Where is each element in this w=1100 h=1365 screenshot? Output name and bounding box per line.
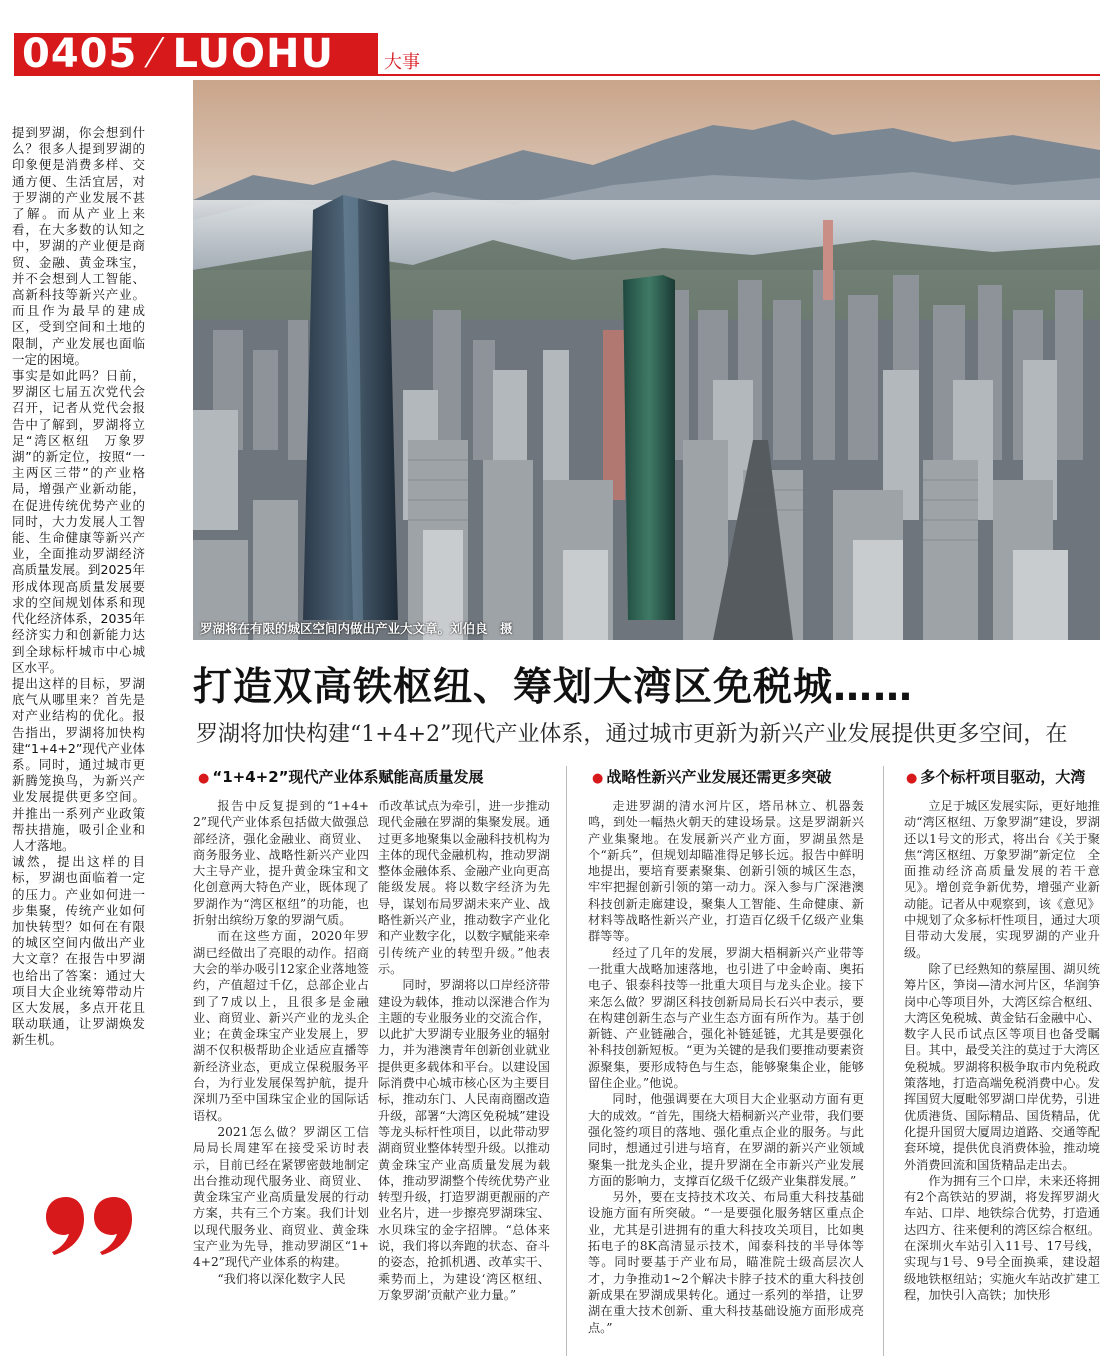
main-headline: 打造双高铁枢纽、筹划大湾区免税城…… [193, 665, 914, 710]
lead-paragraph: 诚然，提出这样的目标，罗湖也面临着一定的压力。产业如何进一步集聚，传统产业如何加快转型？如何在有限的城区空间内做出产业大文章？在报告中罗湖也给出了答案：通过大项目大企业统筹带动片区大发展，多点开花且联动联通，让罗湖焕发新生机。 [12, 854, 145, 1048]
photo-caption: 罗湖将在有限的城区空间内做出产业大文章。刘伯良 摄 [200, 621, 513, 636]
body-paragraph: “我们将以深化数字人民 [217, 1271, 346, 1286]
bullet-dot-icon: ● [592, 771, 604, 786]
body-paragraph: 2021怎么做？罗湖区工信局局长周建军在接受采访时表示，目前已经在紧锣密鼓地制定出台推动现代服务业、商贸业、黄金珠宝产业高质量发展的行动方案，共有三个方案。我们计划以现代服务业、商贸业、黄金珠宝产业为先导，推动罗湖区“1+4+2”现代产业体系的构建。 [193, 1124, 369, 1270]
page-code: 0405 [22, 31, 138, 77]
column-divider [566, 766, 567, 1356]
lead-paragraph: 提到罗湖，你会想到什么？很多人提到罗湖的印象便是消费多样、交通方便、生活宜居，对于罗湖的产业发展不甚了解。而从产业上来看，在大多数的认知之中，罗湖的产业便是商贸、金融、黄金珠宝，并不会想到人工智能、高新科技等新兴产业。而且作为最早的建成区，受到空间和土地的限制，产业发展也面临一定的困境。 [12, 125, 145, 367]
city-skyline-photo [193, 80, 1100, 640]
header-rule [378, 74, 1100, 76]
section-2-column [588, 798, 864, 1358]
body-paragraph: 走进罗湖的清水河片区，塔吊林立、机器轰鸣，到处一幅热火朝天的建设场景。这是罗湖新兴产业集聚地。在发展新兴产业方面，罗湖虽然是个“新兵”，但规划却瞄准得足够长远。报告中鲜明地提出，要培育要素聚集、创新引领的城区生态，牢牢把握创新引领的第一动力。深入参与广深港澳科技创新走廊建设，聚集人工智能、生命健康、新材料等战略性新兴产业，打造百亿级千亿级产业集群等等。 [588, 799, 864, 944]
body-paragraph: 而在这些方面，2020年罗湖已经做出了亮眼的动作。招商大会的举办吸引12家企业落地签约，产值超过千亿，总部企业占到了7成以上，且很多是金融业、商贸业、新兴产业的龙头企业；在黄金珠宝产业发展上，罗湖不仅积极帮助企业适应直播等新经济业态，更成立保税服务平台，为行业发展保驾护航，提升深圳乃至中国珠宝企业的国际话语权。 [193, 929, 369, 1123]
lead-paragraph: 提出这样的目标，罗湖底气从哪里来？首先是对产业结构的优化。报告指出，罗湖将加快构建“1+4+2”现代产业体系。同时，通过城市更新腾笼换鸟，为新兴产业发展提供更多空间。并推出一系列产业政策帮扶措施，吸引企业和人才落地。 [12, 675, 145, 853]
body-paragraph: 作为拥有三个口岸，未来还将拥有2个高铁站的罗湖，将发挥罗湖火车站、口岸、地铁综合优势，打造通达四方、往来便利的湾区综合枢纽。在深圳火车站引入11号、17号线，实现与1号、9号全面换乘，建设超级地铁枢纽站；实施火车站改扩建工程，加快引入高铁；加快形 [904, 1173, 1100, 1302]
section-2-title-text: 战略性新兴产业发展还需更多突破 [606, 768, 832, 786]
body-paragraph: 报告中反复提到的“1+4+2”现代产业体系包括做大做强总部经济，强化金融业、商贸业、商务服务业、战略性新兴产业四大主导产业，提升黄金珠宝和文化创意两大特色产业，既体现了罗湖作为“湾区枢纽”的功能，也折射出缤纷万象的罗湖气质。 [193, 799, 369, 928]
section-3-title-text: 多个标杆项目驱动，大湾 [920, 768, 1086, 786]
section-1-title-text: “1+4+2”现代产业体系赋能高质量发展 [212, 768, 484, 786]
lead-paragraph: 事实是如此吗？日前，罗湖区七届五次党代会召开，记者从党代会报告中了解到，罗湖将立足“湾区枢纽 万象罗湖”的新定位，按照“一主两区三带”的产业格局，增强产业新动能，在促进传统优势产业的同时，大力发展人工智能、生命健康等新兴产业，全面推动罗湖经济高质量发展。到2025年形成体现高质量发展要求的空间规划体系和现代化经济体系，2035年经济实力和创新能力达到全球标杆城市中心城区水平。 [12, 368, 145, 675]
lead-column [12, 125, 145, 1049]
body-paragraph: 同时，他强调要在大项目大企业驱动方面有更大的成效。“首先，围绕大梧桐新兴产业带，我们要强化签约项目的落地、强化重点企业的服务。与此同时，想通过引进与培育，在罗湖的新兴产业领域聚集一批龙头企业，提升罗湖在全市新兴产业发展方面的影响力，支撑百亿级千亿级产业集群发展。” [588, 1092, 864, 1188]
body-paragraph: 另外，要在支持技术攻关、布局重大科技基础设施方面有所突破。“一是要强化服务辖区重点企业，尤其是引进拥有的重大科技攻关项目，比如奥拓电子的8K高清显示技术，闻泰科技的半导体等等。同时要基于产业布局，瞄准院士级高层次人才，力争推动1~2个解决卡脖子技术的重大科技创新成果在罗湖成果转化。通过一系列的举措，让罗湖在重大技术创新、重大科技基础设施方面形成亮点。” [588, 1190, 864, 1335]
body-paragraph: 除了已经熟知的蔡屋围、湖贝统筹片区，笋岗—清水河片区，华润笋岗中心等项目外，大湾区综合枢纽、大湾区免税城、黄金钻石金融中心、数字人民币试点区等项目也备受瞩目。其中，最受关注的莫过于大湾区免税城。罗湖将积极争取市内免税政策落地，打造高端免税消费中心。发挥国贸大厦毗邻罗湖口岸优势，引进优质港货、国际精品、国货精品，优化提升国贸大厦周边道路、交通等配套环境，提供优良消费体验，推动境外消费回流和国货精品走出去。 [904, 961, 1100, 1172]
body-paragraph: 经过了几年的发展，罗湖大梧桐新兴产业带等一批重大战略加速落地，也引进了中金岭南、奥拓电子、银泰科技等一批重大项目与龙头企业。接下来怎么做？罗湖区科技创新局局长石兴中表示，要在构建创新生态与产业生态方面有所作为。基于创新链、产业链融合，强化补链延链，尤其是要强化补科技创新短板。“更为关键的是我们要推动要素资源聚集，要形成特色与生态，能够聚集企业，能够留住企业。”他说。 [588, 945, 864, 1091]
section-1-column-b [378, 798, 550, 1358]
sub-headline: 罗湖将加快构建“1+4+2”现代产业体系，通过城市更新为新兴产业发展提供更多空间，在 [196, 722, 1068, 747]
body-paragraph: 币改革试点为牵引，进一步推动现代金融在罗湖的集聚发展。通过更多地聚集以金融科技机构为主体的现代金融机构，推动罗湖整体金融体系、金融产业向更高能级发展。将以数字经济为先导，谋划布局罗湖未来产业、战略性新兴产业，推动数字产业化和产业数字化，以数字赋能来牵引传统产业的转型升级。”他表示。 [378, 799, 550, 976]
section-1-column-a [193, 798, 369, 1358]
column-divider [883, 766, 884, 1356]
section-3-column [904, 798, 1100, 1358]
section-3-title [906, 766, 1100, 790]
quote-mark-icon [44, 1195, 144, 1255]
bullet-dot-icon: ● [906, 771, 918, 786]
body-paragraph: 立足于城区发展实际，更好地推动“湾区枢纽、万象罗湖”建设，罗湖还以1号文的形式，将出台《关于聚焦“湾区枢纽、万象罗湖”新定位 全面推动经济高质量发展的若干意见》。增创竞争新优势，增强产业新动能。记者从中观察到，该《意见》中规划了众多标杆性项目，通过大项目带动大发展，实现罗湖的产业升级。 [904, 799, 1100, 960]
section-label: 大事 [384, 52, 420, 73]
header-slash: ⁄ [137, 31, 173, 77]
body-paragraph: 同时，罗湖将以口岸经济带建设为载体，推动以深港合作为主题的专业服务业的交流合作，以此扩大罗湖专业服务业的辐射力，并为港澳青年创新创业就业提供更多载体和平台。以建设国际消费中心城市核心区为主要目标，推动东门、人民南商圈改造升级，部署“大湾区免税城”建设等龙头标杆性项目，以此带动罗湖商贸业整体转型升级。以推动黄金珠宝产业高质量发展为载体，推动罗湖整个传统优势产业转型升级，打造罗湖更靓丽的产业名片，进一步擦亮罗湖珠宝、水贝珠宝的金字招牌。“总体来说，我们将以奔跑的状态、奋斗的姿态，抢抓机遇、改革实干、乘势而上，为建设‘湾区枢纽、万象罗湖’贡献产业力量。” [378, 978, 550, 1302]
page-header-title [22, 30, 334, 78]
section-1-title [198, 766, 578, 790]
bullet-dot-icon: ● [198, 771, 210, 786]
section-2-title [592, 766, 882, 790]
district-name: LUOHU [172, 31, 334, 77]
